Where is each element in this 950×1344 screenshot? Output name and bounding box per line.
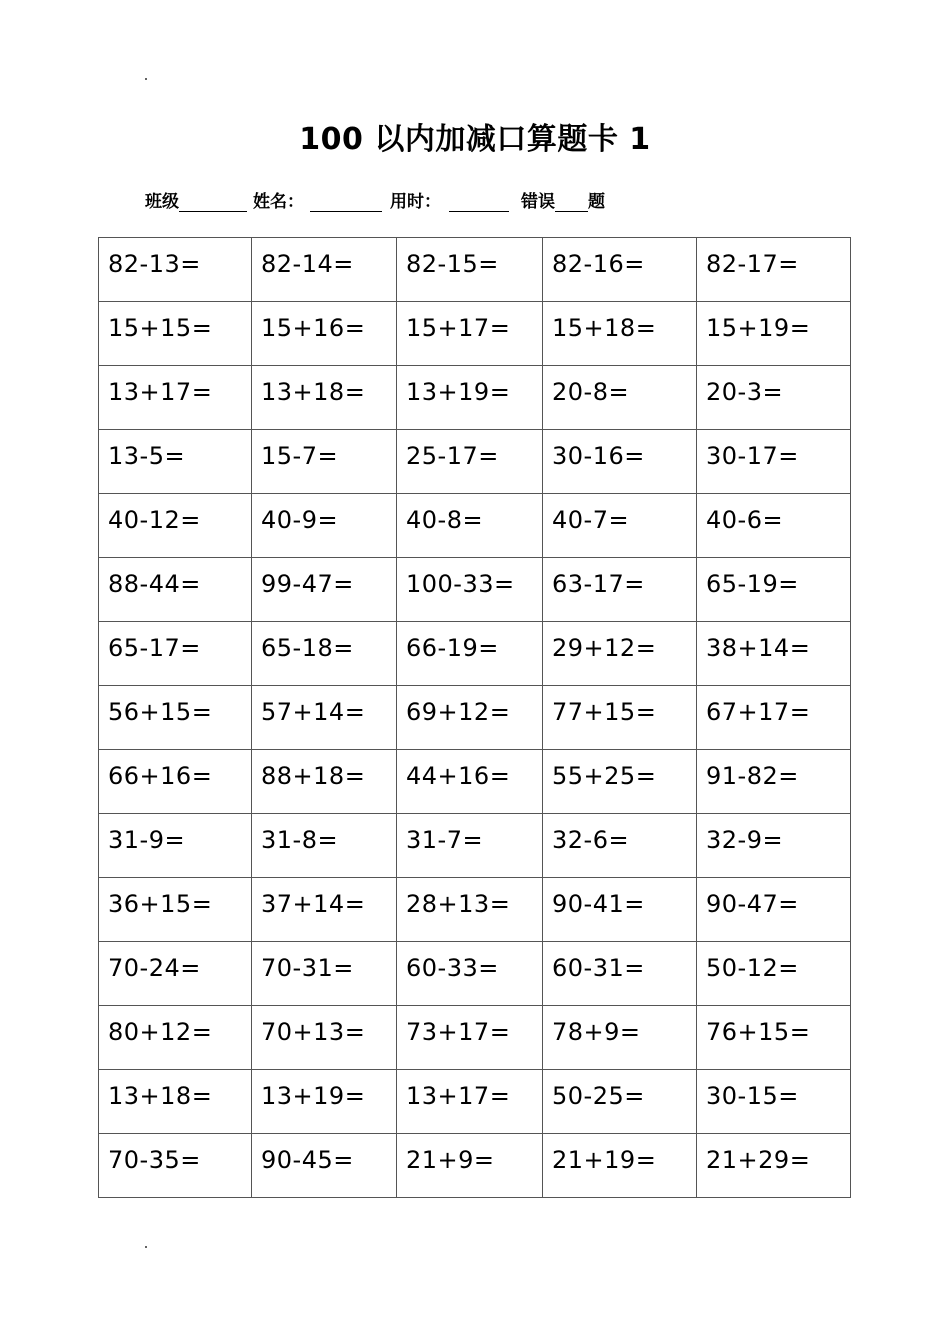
errors-suffix: 题 — [588, 192, 605, 212]
problem-cell: 13+19= — [252, 1070, 397, 1134]
problem-cell: 73+17= — [397, 1006, 543, 1070]
problem-cell: 65-17= — [99, 622, 252, 686]
problem-cell: 88+18= — [252, 750, 397, 814]
time-label: 用时： — [390, 192, 441, 212]
problem-grid-body — [99, 238, 851, 1198]
problem-cell: 70+13= — [252, 1006, 397, 1070]
problem-cell: 70-35= — [99, 1134, 252, 1198]
problem-cell: 38+14= — [697, 622, 851, 686]
table-row — [99, 1006, 851, 1070]
problem-cell: 80+12= — [99, 1006, 252, 1070]
problem-cell: 70-31= — [252, 942, 397, 1006]
problem-cell: 29+12= — [543, 622, 697, 686]
table-row — [99, 366, 851, 430]
problem-cell: 32-6= — [543, 814, 697, 878]
problem-cell: 82-14= — [252, 238, 397, 302]
student-info-line — [145, 187, 605, 212]
problem-cell: 82-17= — [697, 238, 851, 302]
problem-cell: 70-24= — [99, 942, 252, 1006]
table-row — [99, 622, 851, 686]
problem-cell: 37+14= — [252, 878, 397, 942]
problem-cell: 13+18= — [252, 366, 397, 430]
problem-cell: 90-47= — [697, 878, 851, 942]
problem-cell: 50-12= — [697, 942, 851, 1006]
problem-cell: 21+19= — [543, 1134, 697, 1198]
problem-cell: 36+15= — [99, 878, 252, 942]
problem-cell: 60-31= — [543, 942, 697, 1006]
problem-cell: 30-17= — [697, 430, 851, 494]
problem-cell: 57+14= — [252, 686, 397, 750]
problem-cell: 56+15= — [99, 686, 252, 750]
problem-cell: 31-9= — [99, 814, 252, 878]
class-label: 班级 — [145, 192, 179, 212]
page-marker-dot — [145, 1246, 147, 1248]
problem-cell: 65-19= — [697, 558, 851, 622]
problem-cell: 31-7= — [397, 814, 543, 878]
problem-cell: 25-17= — [397, 430, 543, 494]
class-blank[interactable] — [179, 193, 247, 212]
problem-cell: 66-19= — [397, 622, 543, 686]
problem-cell: 30-16= — [543, 430, 697, 494]
problem-cell: 100-33= — [397, 558, 543, 622]
problem-cell: 82-13= — [99, 238, 252, 302]
problem-cell: 77+15= — [543, 686, 697, 750]
problem-cell: 40-8= — [397, 494, 543, 558]
table-row — [99, 686, 851, 750]
problem-cell: 21+29= — [697, 1134, 851, 1198]
problem-cell: 28+13= — [397, 878, 543, 942]
name-blank[interactable] — [310, 193, 382, 212]
problem-cell: 13+17= — [397, 1070, 543, 1134]
problem-cell: 13+18= — [99, 1070, 252, 1134]
problem-cell: 30-15= — [697, 1070, 851, 1134]
problem-cell: 15+17= — [397, 302, 543, 366]
problem-cell: 20-3= — [697, 366, 851, 430]
problem-cell: 91-82= — [697, 750, 851, 814]
problem-cell: 40-7= — [543, 494, 697, 558]
problem-cell: 15+18= — [543, 302, 697, 366]
problem-cell: 78+9= — [543, 1006, 697, 1070]
problem-cell: 20-8= — [543, 366, 697, 430]
table-row — [99, 942, 851, 1006]
problem-cell: 40-12= — [99, 494, 252, 558]
table-row — [99, 750, 851, 814]
problem-cell: 13-5= — [99, 430, 252, 494]
table-row — [99, 1134, 851, 1198]
table-row — [99, 878, 851, 942]
name-label: 姓名： — [253, 192, 304, 212]
time-blank[interactable] — [449, 193, 509, 212]
problem-cell: 15+19= — [697, 302, 851, 366]
problem-cell: 88-44= — [99, 558, 252, 622]
problem-grid — [98, 237, 851, 1198]
problem-cell: 99-47= — [252, 558, 397, 622]
problem-cell: 63-17= — [543, 558, 697, 622]
errors-blank[interactable] — [555, 193, 588, 212]
table-row — [99, 814, 851, 878]
page-title: 100 以内加减口算题卡 1 — [299, 122, 651, 157]
problem-cell: 82-15= — [397, 238, 543, 302]
problem-cell: 40-9= — [252, 494, 397, 558]
table-row — [99, 494, 851, 558]
table-row — [99, 1070, 851, 1134]
problem-cell: 40-6= — [697, 494, 851, 558]
problem-cell: 13+19= — [397, 366, 543, 430]
problem-cell: 76+15= — [697, 1006, 851, 1070]
problem-cell: 31-8= — [252, 814, 397, 878]
errors-label: 错误 — [521, 192, 555, 212]
problem-cell: 44+16= — [397, 750, 543, 814]
table-row — [99, 558, 851, 622]
table-row — [99, 238, 851, 302]
problem-cell: 67+17= — [697, 686, 851, 750]
problem-cell: 65-18= — [252, 622, 397, 686]
problem-cell: 90-45= — [252, 1134, 397, 1198]
table-row — [99, 302, 851, 366]
problem-cell: 50-25= — [543, 1070, 697, 1134]
problem-cell: 32-9= — [697, 814, 851, 878]
problem-cell: 55+25= — [543, 750, 697, 814]
page-marker-dot — [145, 78, 147, 80]
problem-cell: 82-16= — [543, 238, 697, 302]
problem-cell: 15+15= — [99, 302, 252, 366]
problem-cell: 90-41= — [543, 878, 697, 942]
problem-cell: 13+17= — [99, 366, 252, 430]
problem-cell: 21+9= — [397, 1134, 543, 1198]
table-row — [99, 430, 851, 494]
problem-cell: 69+12= — [397, 686, 543, 750]
problem-cell: 60-33= — [397, 942, 543, 1006]
problem-cell: 15-7= — [252, 430, 397, 494]
problem-cell: 66+16= — [99, 750, 252, 814]
problem-cell: 15+16= — [252, 302, 397, 366]
